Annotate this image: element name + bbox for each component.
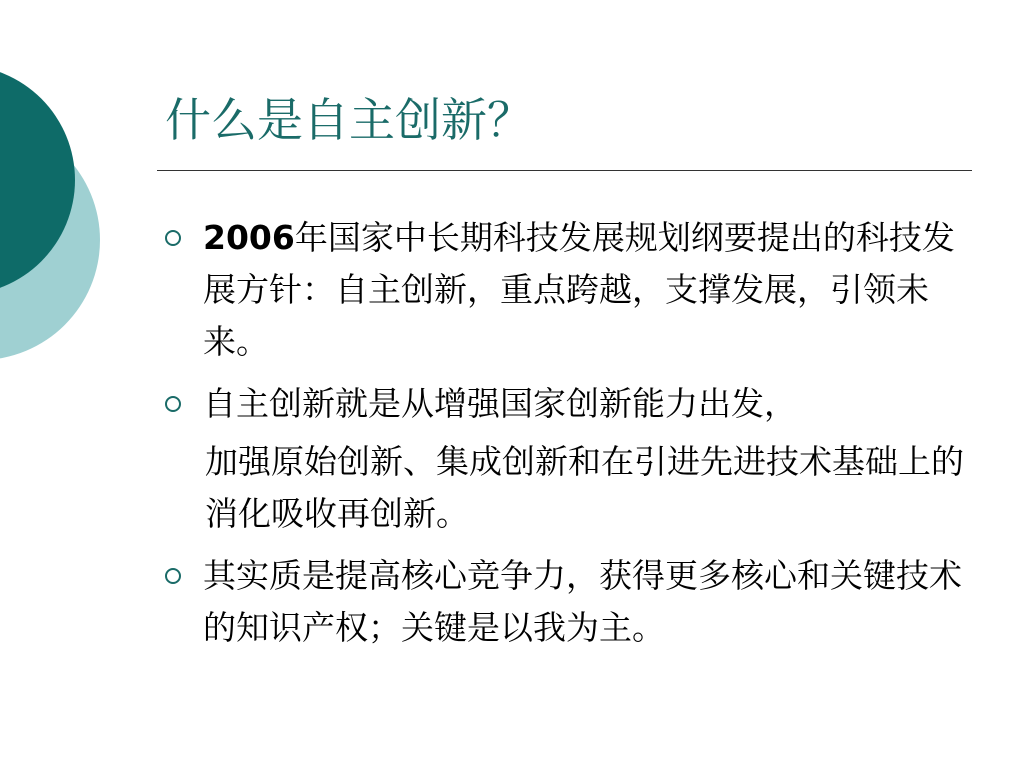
bullet-item: [165, 550, 965, 654]
bullet-item: [165, 212, 965, 368]
slide-title: 什么是自主创新？: [165, 93, 533, 147]
bullet-continuation: 加强原始创新、集成创新和在引进先进技术基础上的消化吸收再创新。: [205, 442, 964, 533]
hollow-circle-bullet-icon: [165, 230, 181, 246]
bullet-text: [203, 212, 965, 368]
title-divider: [157, 170, 972, 171]
bullet-body: 自主创新就是从增强国家创新能力出发，: [203, 384, 797, 423]
bullet-body: 其实质是提高核心竞争力，获得更多核心和关键技术的知识产权；关键是以我为主。: [203, 556, 962, 647]
hollow-circle-bullet-icon: [165, 396, 181, 412]
bullet-list: [165, 212, 965, 664]
bullet-item: [165, 378, 965, 540]
decorative-circles: [0, 0, 140, 420]
bullet-text: [203, 378, 965, 540]
bullet-body: 年国家中长期科技发展规划纲要提出的科技发展方针：自主创新，重点跨越，支撑发展，引领未来。: [203, 218, 955, 361]
hollow-circle-bullet-icon: [165, 568, 181, 584]
bullet-lead-year: 2006: [203, 218, 295, 257]
